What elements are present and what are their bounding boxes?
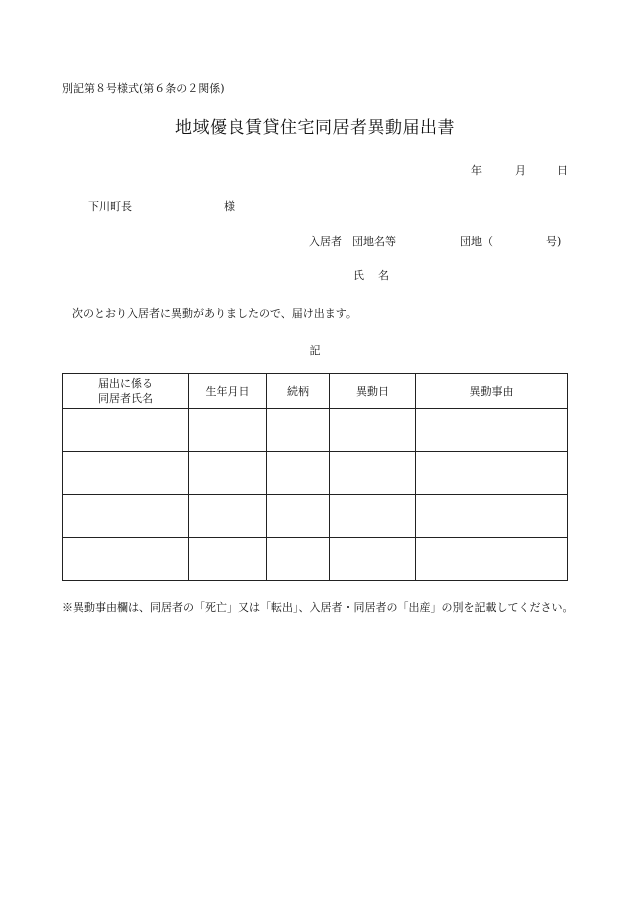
cell-relationship[interactable] [267,538,330,581]
ki-mark: 記 [309,344,321,357]
addressee-honorific: 様 [224,200,235,213]
cell-change-reason[interactable] [416,538,568,581]
table-row [63,409,568,452]
cell-change-date[interactable] [330,538,416,581]
cell-cohabitant-name[interactable] [63,452,189,495]
estate-prefix: 団地（ [460,235,493,248]
estate-label: 団地名等 [352,235,396,248]
cell-relationship[interactable] [267,495,330,538]
estate-suffix: 号) [546,235,562,248]
cell-change-date[interactable] [330,495,416,538]
cell-cohabitant-name[interactable] [63,495,189,538]
date-year-label: 年 [471,164,482,177]
addressee-name: 下川町長 [88,200,132,213]
cell-change-date[interactable] [330,409,416,452]
resident-name-label: 氏名 [353,269,403,282]
form-number: 別記第８号様式(第６条の２関係) [62,82,225,95]
resident-label: 入居者 [309,235,342,248]
table-row [63,495,568,538]
cell-change-reason[interactable] [416,452,568,495]
header-cohabitant-name [63,374,189,409]
header-birthdate: 生年月日 [189,374,267,409]
cell-cohabitant-name[interactable] [63,409,189,452]
footnote: ※異動事由欄は、同居者の「死亡」又は「転出」、入居者・同居者の「出産」の別を記載してください。 [62,601,574,614]
cell-relationship[interactable] [267,409,330,452]
date-day-label: 日 [557,164,568,177]
cell-relationship[interactable] [267,452,330,495]
date-month-label: 月 [515,164,526,177]
header-relationship: 続柄 [267,374,330,409]
intro-text: 次のとおり入居者に異動がありましたので、届け出ます。 [72,307,357,320]
header-name-line2: 同居者氏名 [98,392,153,405]
cell-change-date[interactable] [330,452,416,495]
header-change-date: 異動日 [330,374,416,409]
cell-cohabitant-name[interactable] [63,538,189,581]
cell-birthdate[interactable] [189,452,267,495]
cell-birthdate[interactable] [189,495,267,538]
header-change-reason: 異動事由 [416,374,568,409]
cell-change-reason[interactable] [416,409,568,452]
cell-birthdate[interactable] [189,538,267,581]
table-row [63,452,568,495]
header-name-line1: 届出に係る [98,377,153,390]
cohabitant-change-table [62,373,568,581]
table-header-row [63,374,568,409]
cell-change-reason[interactable] [416,495,568,538]
cell-birthdate[interactable] [189,409,267,452]
table-row [63,538,568,581]
document-title: 地域優良賃貸住宅同居者異動届出書 [175,118,455,138]
